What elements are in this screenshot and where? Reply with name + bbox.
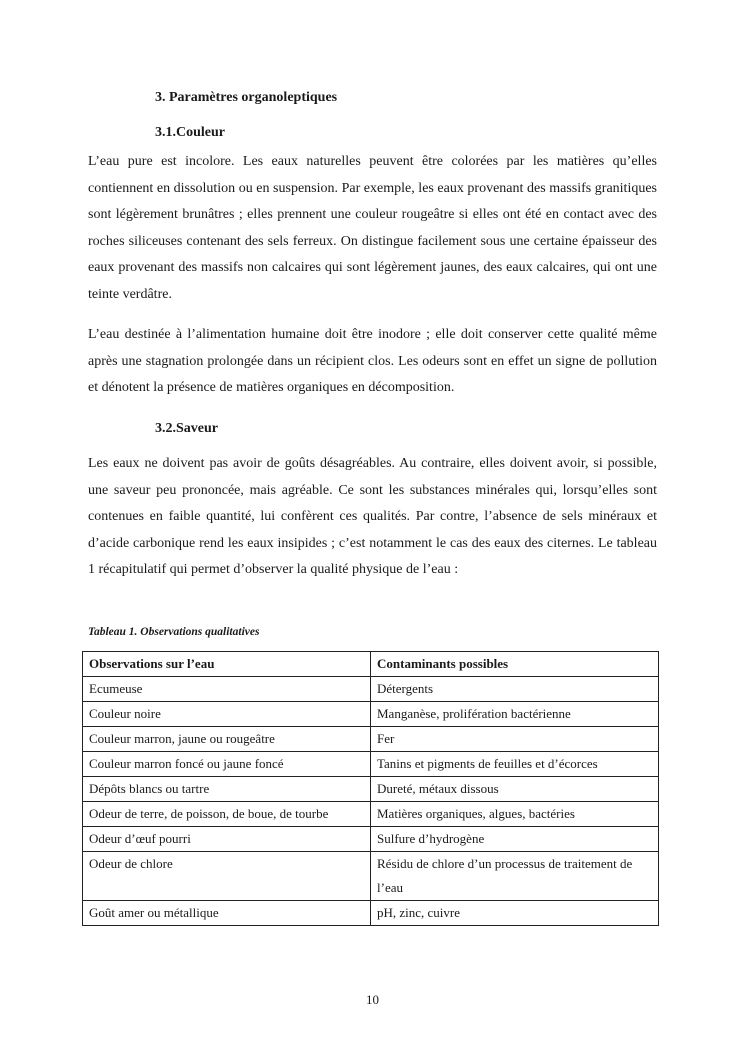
observation-cell: Odeur d’œuf pourri xyxy=(83,827,371,852)
table-row xyxy=(83,702,659,727)
observation-cell: Goût amer ou métallique xyxy=(83,901,371,926)
table-row xyxy=(83,852,659,901)
contaminant-cell: Dureté, métaux dissous xyxy=(371,777,659,802)
table-header-row xyxy=(83,652,659,677)
table-row xyxy=(83,727,659,752)
paragraph-saveur: Les eaux ne doivent pas avoir de goûts désagréables. Au contraire, elles doivent avoir, si possible, une saveur peu prononcée, mais agréable. Ce sont les substances minérales qui, lorsqu’elles sont contenues en faible quantité, lui confèrent ces qualités. Par contre, l’absence de sels minéraux et d’acide carbonique rend les eaux insipides ; c’est notamment le cas des eaux des citernes. Le tableau 1 récapitulatif qui permet d’observer la qualité physique de l’eau : xyxy=(88,456,657,577)
paragraph-couleur-1: L’eau pure est incolore. Les eaux naturelles peuvent être colorées par les matières qu’elles contiennent en dissolution ou en suspension. Par exemple, les eaux provenant des massifs granitiques sont légèrement brunâtres ; elles prennent une couleur rougeâtre si elles ont été en contact avec des roches siliceuses contenant des sels ferreux. On distingue facilement sous une certaine épaisseur des eaux provenant des massifs non calcaires qui sont légèrement jaunes, des eaux calcaires, qui ont une teinte verdâtre. xyxy=(88,154,657,302)
subsection-heading-saveur: 3.2.Saveur xyxy=(155,421,218,436)
table-caption: Tableau 1. Observations qualitatives xyxy=(88,626,260,638)
observations-table xyxy=(82,651,659,926)
contaminant-cell: Tanins et pigments de feuilles et d’écorces xyxy=(371,752,659,777)
contaminant-cell: Manganèse, prolifération bactérienne xyxy=(371,702,659,727)
paragraph-couleur-2: L’eau destinée à l’alimentation humaine doit être inodore ; elle doit conserver cette qualité même après une stagnation prolongée dans un récipient clos. Les odeurs sont en effet un signe de pollution et dénotent la présence de matières organiques en décomposition. xyxy=(88,327,657,395)
observation-cell: Couleur marron, jaune ou rougeâtre xyxy=(83,727,371,752)
contaminant-cell: Sulfure d’hydrogène xyxy=(371,827,659,852)
table-row xyxy=(83,827,659,852)
contaminant-cell: Fer xyxy=(371,727,659,752)
column-header-observations: Observations sur l’eau xyxy=(83,652,371,677)
column-header-contaminants: Contaminants possibles xyxy=(371,652,659,677)
observation-cell: Odeur de chlore xyxy=(83,852,371,901)
page-number: 10 xyxy=(366,992,379,1007)
subsection-heading-couleur: 3.1.Couleur xyxy=(155,125,225,140)
contaminant-cell: Résidu de chlore d’un processus de traitement de l’eau xyxy=(371,852,659,901)
contaminant-cell: pH, zinc, cuivre xyxy=(371,901,659,926)
table-row xyxy=(83,752,659,777)
observation-cell: Couleur noire xyxy=(83,702,371,727)
contaminant-cell: Détergents xyxy=(371,677,659,702)
section-heading: 3. Paramètres organoleptiques xyxy=(155,90,338,105)
table-row xyxy=(83,777,659,802)
observation-cell: Couleur marron foncé ou jaune foncé xyxy=(83,752,371,777)
observation-cell: Dépôts blancs ou tartre xyxy=(83,777,371,802)
table-row xyxy=(83,901,659,926)
observation-cell: Odeur de terre, de poisson, de boue, de tourbe xyxy=(83,802,371,827)
table-row xyxy=(83,802,659,827)
observation-cell: Ecumeuse xyxy=(83,677,371,702)
contaminant-cell: Matières organiques, algues, bactéries xyxy=(371,802,659,827)
table-row xyxy=(83,677,659,702)
